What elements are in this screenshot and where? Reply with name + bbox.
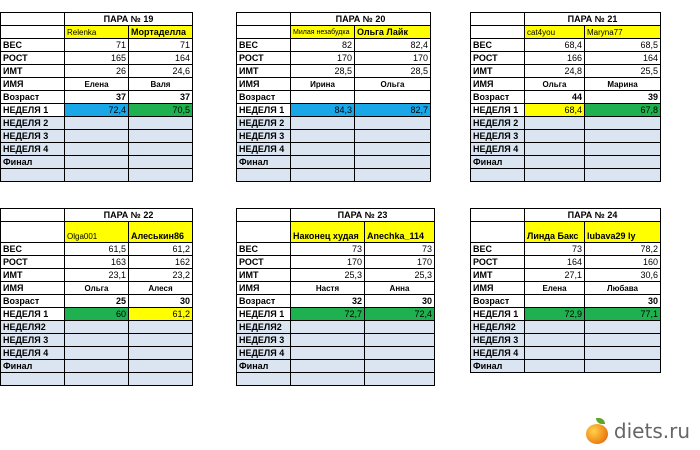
label-final: Финал [237, 156, 291, 169]
bmi-a[interactable]: 23,1 [65, 269, 129, 282]
participant-a-nick[interactable]: cat4you [525, 26, 585, 39]
height-b[interactable]: 164 [129, 52, 193, 65]
participant-b-nick[interactable]: Алеськин86 [129, 222, 193, 243]
label-weight: ВЕС [471, 243, 525, 256]
weight-b[interactable]: 61,2 [129, 243, 193, 256]
label-age: Возраст [1, 91, 65, 104]
corner-cell [1, 13, 65, 26]
week1-b[interactable]: 72,4 [365, 308, 435, 321]
name-a[interactable]: Ирина [291, 78, 355, 91]
label-bmi: ИМТ [471, 269, 525, 282]
name-a[interactable]: Ольга [525, 78, 585, 91]
participant-a-nick[interactable]: Olga001 [65, 222, 129, 243]
height-b[interactable]: 160 [585, 256, 661, 269]
pair-card-22 [0, 208, 193, 386]
pair-card-21 [470, 12, 661, 182]
height-b[interactable]: 162 [129, 256, 193, 269]
bmi-b[interactable]: 24,6 [129, 65, 193, 78]
label-week-3: НЕДЕЛЯ 3 [1, 334, 65, 347]
label-week-2: НЕДЕЛЯ2 [237, 321, 291, 334]
height-b[interactable]: 164 [585, 52, 661, 65]
participant-b-nick[interactable]: Anechka_114 [365, 222, 435, 243]
label-bmi: ИМТ [237, 269, 291, 282]
pair-table [236, 12, 431, 182]
pair-title: ПАРА № 21 [525, 13, 661, 26]
label-week-4: НЕДЕЛЯ 4 [237, 347, 291, 360]
bmi-a[interactable]: 27,1 [525, 269, 585, 282]
label-bmi: ИМТ [1, 269, 65, 282]
bmi-b[interactable]: 25,3 [365, 269, 435, 282]
age-a[interactable] [525, 295, 585, 308]
pair-table [0, 12, 193, 182]
name-a[interactable]: Настя [291, 282, 365, 295]
weight-b[interactable]: 78,2 [585, 243, 661, 256]
label-week-4: НЕДЕЛЯ 4 [237, 143, 291, 156]
age-a[interactable]: 32 [291, 295, 365, 308]
label-bmi: ИМТ [1, 65, 65, 78]
label-height: РОСТ [1, 52, 65, 65]
height-a[interactable]: 166 [525, 52, 585, 65]
name-b[interactable]: Анна [365, 282, 435, 295]
pair-card-20 [236, 12, 431, 182]
name-a[interactable]: Ольга [65, 282, 129, 295]
label-name: ИМЯ [471, 78, 525, 91]
week1-a[interactable]: 68,4 [525, 104, 585, 117]
week1-a[interactable]: 72,9 [525, 308, 585, 321]
label-height: РОСТ [1, 256, 65, 269]
week1-b[interactable]: 67,8 [585, 104, 661, 117]
label-age: Возраст [471, 91, 525, 104]
weight-a[interactable]: 73 [525, 243, 585, 256]
diets-logo [584, 418, 690, 444]
label-weight: ВЕС [237, 243, 291, 256]
label-week-3: НЕДЕЛЯ 3 [237, 130, 291, 143]
bmi-a[interactable]: 26 [65, 65, 129, 78]
label-final: Финал [1, 156, 65, 169]
age-a[interactable] [291, 91, 355, 104]
age-b[interactable]: 30 [365, 295, 435, 308]
participant-b-nick[interactable]: Ольга Лайк [355, 26, 431, 39]
height-a[interactable]: 170 [291, 256, 365, 269]
label-final: Финал [471, 360, 525, 373]
height-b[interactable]: 170 [365, 256, 435, 269]
pair-card-19 [0, 12, 193, 182]
height-a[interactable]: 165 [65, 52, 129, 65]
age-b[interactable] [355, 91, 431, 104]
participant-a-nick[interactable]: Наконец худая [291, 222, 365, 243]
label-height: РОСТ [471, 52, 525, 65]
pair-title: ПАРА № 20 [291, 13, 431, 26]
label-final: Финал [471, 156, 525, 169]
height-b[interactable]: 170 [355, 52, 431, 65]
participant-b-nick[interactable]: lubava29 ly [585, 222, 661, 243]
height-a[interactable]: 170 [291, 52, 355, 65]
age-b[interactable]: 39 [585, 91, 661, 104]
name-a[interactable]: Елена [65, 78, 129, 91]
participant-b-nick[interactable]: Мортаделла [129, 26, 193, 39]
name-a[interactable]: Елена [525, 282, 585, 295]
weight-b[interactable]: 73 [365, 243, 435, 256]
participant-a-nick[interactable]: Милая незабудка [291, 26, 355, 39]
label-week-4: НЕДЕЛЯ 4 [1, 347, 65, 360]
weight-a[interactable]: 68,4 [525, 39, 585, 52]
bmi-b[interactable]: 23,2 [129, 269, 193, 282]
bmi-b[interactable]: 28,5 [355, 65, 431, 78]
label-week-2: НЕДЕЛЯ2 [1, 321, 65, 334]
label-week-2: НЕДЕЛЯ2 [471, 321, 525, 334]
participant-b-nick[interactable]: Maryna77 [585, 26, 661, 39]
participant-a-nick[interactable]: Линда Бакс [525, 222, 585, 243]
weight-b[interactable]: 71 [129, 39, 193, 52]
pair-title: ПАРА № 22 [65, 209, 193, 222]
weight-b[interactable]: 68,5 [585, 39, 661, 52]
height-a[interactable]: 163 [65, 256, 129, 269]
label-week-4: НЕДЕЛЯ 4 [1, 143, 65, 156]
label-age: Возраст [1, 295, 65, 308]
label-height: РОСТ [237, 256, 291, 269]
name-b[interactable]: Алеся [129, 282, 193, 295]
bmi-b[interactable]: 25,5 [585, 65, 661, 78]
label-week-3: НЕДЕЛЯ 3 [1, 130, 65, 143]
label-week-2: НЕДЕЛЯ 2 [237, 117, 291, 130]
label-height: РОСТ [237, 52, 291, 65]
pair-title: ПАРА № 23 [291, 209, 435, 222]
bmi-a[interactable]: 25,3 [291, 269, 365, 282]
name-b[interactable]: Любава [585, 282, 661, 295]
pair-card-24 [470, 208, 661, 373]
apple-icon [584, 418, 610, 444]
label-final: Финал [237, 360, 291, 373]
height-a[interactable]: 164 [525, 256, 585, 269]
week1-b[interactable]: 61,2 [129, 308, 193, 321]
label-weight: ВЕС [237, 39, 291, 52]
age-a[interactable]: 25 [65, 295, 129, 308]
label-bmi: ИМТ [237, 65, 291, 78]
label-week-1: НЕДЕЛЯ 1 [237, 104, 291, 117]
age-b[interactable]: 37 [129, 91, 193, 104]
label-name: ИМЯ [471, 282, 525, 295]
pair-table [470, 208, 661, 373]
label-week-2: НЕДЕЛЯ 2 [1, 117, 65, 130]
label-week-1: НЕДЕЛЯ 1 [1, 308, 65, 321]
label-weight: ВЕС [1, 39, 65, 52]
weight-a[interactable]: 61,5 [65, 243, 129, 256]
week1-a[interactable]: 72,7 [291, 308, 365, 321]
label-week-3: НЕДЕЛЯ 3 [237, 334, 291, 347]
week1-b[interactable]: 82,7 [355, 104, 431, 117]
pair-title: ПАРА № 19 [65, 13, 193, 26]
label-name: ИМЯ [1, 282, 65, 295]
age-a[interactable]: 44 [525, 91, 585, 104]
pair-table [0, 208, 193, 386]
weight-a[interactable]: 73 [291, 243, 365, 256]
pair-table [470, 12, 661, 182]
bmi-b[interactable]: 30,6 [585, 269, 661, 282]
bmi-a[interactable]: 28,5 [291, 65, 355, 78]
label-age: Возраст [471, 295, 525, 308]
week1-a[interactable]: 84,3 [291, 104, 355, 117]
logo-text: diets.ru [613, 419, 690, 443]
age-b[interactable]: 30 [129, 295, 193, 308]
label-week-3: НЕДЕЛЯ 3 [471, 334, 525, 347]
week1-a[interactable]: 60 [65, 308, 129, 321]
label-week-4: НЕДЕЛЯ 4 [471, 143, 525, 156]
label-bmi: ИМТ [471, 65, 525, 78]
label-week-1: НЕДЕЛЯ 1 [471, 104, 525, 117]
name-b[interactable]: Валя [129, 78, 193, 91]
label-week-3: НЕДЕЛЯ 3 [471, 130, 525, 143]
week1-b[interactable]: 77,1 [585, 308, 661, 321]
bmi-a[interactable]: 24,8 [525, 65, 585, 78]
name-b[interactable]: Ольга [355, 78, 431, 91]
label-weight: ВЕС [1, 243, 65, 256]
label-week-1: НЕДЕЛЯ 1 [1, 104, 65, 117]
label-weight: ВЕС [471, 39, 525, 52]
age-b[interactable]: 30 [585, 295, 661, 308]
pair-table [236, 208, 435, 386]
label-height: РОСТ [471, 256, 525, 269]
label-age: Возраст [237, 91, 291, 104]
week1-b[interactable]: 70,5 [129, 104, 193, 117]
label-final: Финал [1, 360, 65, 373]
weight-a[interactable]: 82 [291, 39, 355, 52]
participant-a-nick[interactable]: Relenka [65, 26, 129, 39]
pair-title: ПАРА № 24 [525, 209, 661, 222]
label-week-4: НЕДЕЛЯ 4 [471, 347, 525, 360]
label-week-1: НЕДЕЛЯ 1 [237, 308, 291, 321]
label-name: ИМЯ [237, 78, 291, 91]
label-age: Возраст [237, 295, 291, 308]
name-b[interactable]: Марина [585, 78, 661, 91]
weight-a[interactable]: 71 [65, 39, 129, 52]
label-week-2: НЕДЕЛЯ 2 [471, 117, 525, 130]
weight-b[interactable]: 82,4 [355, 39, 431, 52]
label-name: ИМЯ [237, 282, 291, 295]
pair-card-23 [236, 208, 435, 386]
label-week-1: НЕДЕЛЯ 1 [471, 308, 525, 321]
label-name: ИМЯ [1, 78, 65, 91]
week1-a[interactable]: 72,4 [65, 104, 129, 117]
age-a[interactable]: 37 [65, 91, 129, 104]
